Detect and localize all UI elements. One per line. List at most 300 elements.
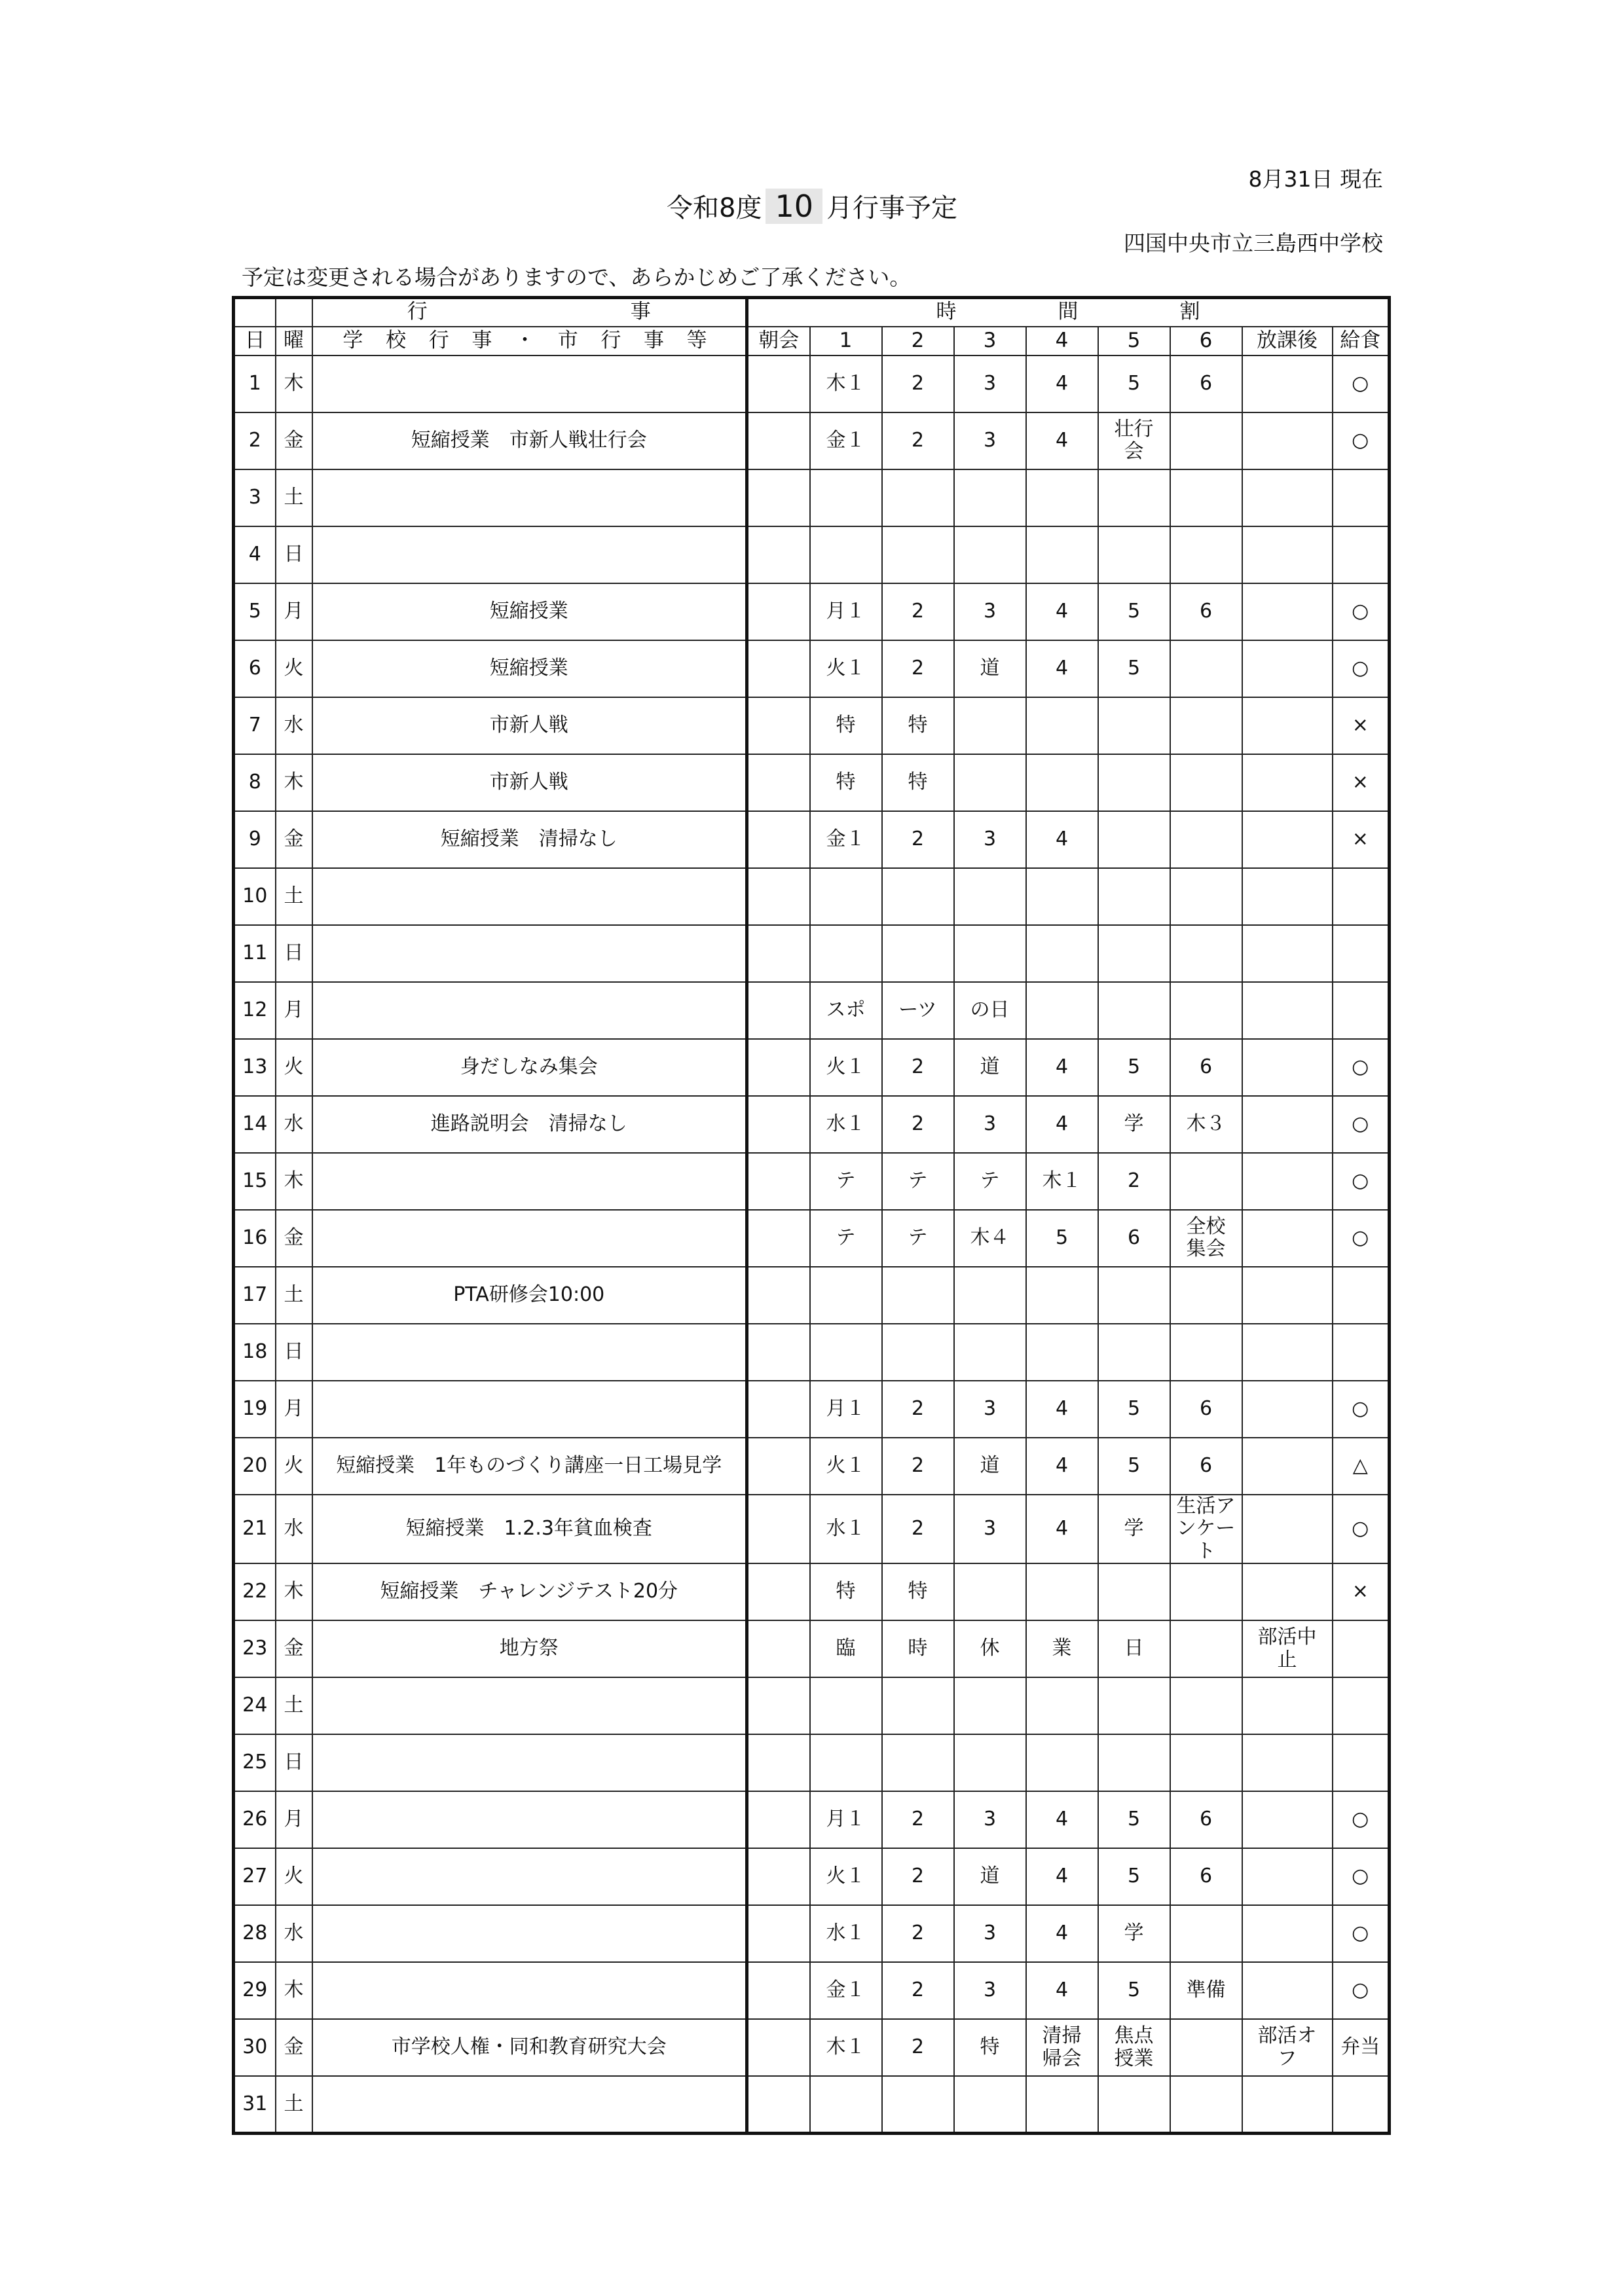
weekday-cell: 土 (276, 868, 312, 925)
day-cell: 25 (234, 1734, 276, 1791)
period-6-cell (1170, 469, 1242, 526)
col-header-period-1: 1 (810, 327, 882, 355)
after-school-cell (1242, 1791, 1333, 1848)
after-school-cell (1242, 2076, 1333, 2133)
period-3-cell (954, 925, 1026, 982)
period-1-cell: テ (810, 1210, 882, 1267)
period-2-cell: 特 (882, 754, 954, 811)
period-4-cell: 4 (1026, 1962, 1098, 2019)
morning-assembly-cell (747, 1620, 810, 1677)
group-header-row (234, 298, 1390, 327)
morning-assembly-cell (747, 1495, 810, 1564)
day-cell: 27 (234, 1848, 276, 1905)
period-3-cell: 3 (954, 1096, 1026, 1153)
table-row (234, 1962, 1390, 2019)
period-1-cell: 木１ (810, 2019, 882, 2076)
after-school-cell (1242, 697, 1333, 754)
period-2-cell: 2 (882, 1495, 954, 1564)
weekday-cell: 火 (276, 1039, 312, 1096)
lunch-cell (1333, 1267, 1390, 1324)
morning-assembly-cell (747, 1438, 810, 1495)
col-header-period-3: 3 (954, 327, 1026, 355)
table-row (234, 868, 1390, 925)
period-6-cell (1170, 640, 1242, 697)
period-4-cell: 4 (1026, 1438, 1098, 1495)
table-row (234, 1905, 1390, 1962)
period-4-cell: 4 (1026, 1039, 1098, 1096)
day-cell: 13 (234, 1039, 276, 1096)
period-5-cell (1098, 1267, 1170, 1324)
period-6-cell (1170, 982, 1242, 1039)
period-2-cell: 2 (882, 1381, 954, 1438)
period-3-cell: 道 (954, 640, 1026, 697)
lunch-cell: △ (1333, 1438, 1390, 1495)
period-4-cell (1026, 925, 1098, 982)
period-2-cell: 2 (882, 2019, 954, 2076)
day-cell: 16 (234, 1210, 276, 1267)
table-row (234, 1791, 1390, 1848)
weekday-cell: 月 (276, 583, 312, 640)
col-header-period-5: 5 (1098, 327, 1170, 355)
table-row (234, 1495, 1390, 1564)
period-1-cell: スポ (810, 982, 882, 1039)
table-row (234, 697, 1390, 754)
lunch-cell: ○ (1333, 1848, 1390, 1905)
period-2-cell (882, 925, 954, 982)
event-cell (312, 1677, 747, 1734)
period-2-cell: 特 (882, 1563, 954, 1620)
period-1-cell: 金１ (810, 412, 882, 469)
after-school-cell (1242, 412, 1333, 469)
table-row (234, 1734, 1390, 1791)
period-1-cell: 特 (810, 1563, 882, 1620)
after-school-cell (1242, 1324, 1333, 1381)
weekday-cell: 月 (276, 1791, 312, 1848)
lunch-cell: ○ (1333, 1495, 1390, 1564)
period-5-cell: 5 (1098, 1962, 1170, 2019)
period-5-cell: 2 (1098, 1153, 1170, 1210)
period-5-cell: 壮行 会 (1098, 412, 1170, 469)
period-3-cell: 道 (954, 1438, 1026, 1495)
morning-assembly-cell (747, 1210, 810, 1267)
period-4-cell: 4 (1026, 583, 1098, 640)
lunch-cell: × (1333, 1563, 1390, 1620)
period-1-cell: 金１ (810, 811, 882, 868)
morning-assembly-cell (747, 1962, 810, 2019)
day-cell: 12 (234, 982, 276, 1039)
period-2-cell: 2 (882, 1905, 954, 1962)
after-school-cell (1242, 1210, 1333, 1267)
period-3-cell: 3 (954, 1791, 1026, 1848)
col-header-period-2: 2 (882, 327, 954, 355)
period-1-cell: 火１ (810, 1039, 882, 1096)
day-cell: 21 (234, 1495, 276, 1564)
morning-assembly-cell (747, 925, 810, 982)
col-header-after-school: 放課後 (1242, 327, 1333, 355)
period-4-cell: 4 (1026, 640, 1098, 697)
period-1-cell: 水１ (810, 1495, 882, 1564)
after-school-cell (1242, 754, 1333, 811)
period-3-cell (954, 1677, 1026, 1734)
period-6-cell: 準備 (1170, 1962, 1242, 2019)
day-cell: 4 (234, 526, 276, 583)
period-1-cell: 月１ (810, 583, 882, 640)
lunch-cell: × (1333, 811, 1390, 868)
day-cell: 17 (234, 1267, 276, 1324)
weekday-cell: 水 (276, 697, 312, 754)
table-row (234, 2019, 1390, 2076)
period-4-cell (1026, 1267, 1098, 1324)
weekday-cell: 水 (276, 1495, 312, 1564)
event-cell (312, 1324, 747, 1381)
event-cell (312, 1962, 747, 2019)
after-school-cell (1242, 469, 1333, 526)
day-cell: 29 (234, 1962, 276, 2019)
period-5-cell: 学 (1098, 1096, 1170, 1153)
event-cell: 短縮授業 市新人戦壮行会 (312, 412, 747, 469)
period-6-cell (1170, 925, 1242, 982)
period-5-cell: 焦点 授業 (1098, 2019, 1170, 2076)
timetable-group-header: 時 間 割 (747, 298, 1390, 327)
morning-assembly-cell (747, 469, 810, 526)
page-title (0, 187, 1624, 225)
period-5-cell: 5 (1098, 1438, 1170, 1495)
morning-assembly-cell (747, 1734, 810, 1791)
table-row (234, 1620, 1390, 1677)
period-3-cell: 3 (954, 1495, 1026, 1564)
col-header-lunch: 給食 (1333, 327, 1390, 355)
period-6-cell (1170, 1153, 1242, 1210)
event-cell (312, 1153, 747, 1210)
period-5-cell (1098, 811, 1170, 868)
morning-assembly-cell (747, 640, 810, 697)
period-2-cell (882, 868, 954, 925)
lunch-cell: ○ (1333, 1153, 1390, 1210)
period-6-cell: 生活ア ンケー ト (1170, 1495, 1242, 1564)
table-row (234, 811, 1390, 868)
event-cell (312, 982, 747, 1039)
weekday-cell: 日 (276, 1734, 312, 1791)
day-cell: 23 (234, 1620, 276, 1677)
weekday-cell: 日 (276, 925, 312, 982)
weekday-cell: 木 (276, 1962, 312, 2019)
lunch-cell: ○ (1333, 355, 1390, 412)
lunch-cell: ○ (1333, 1381, 1390, 1438)
period-1-cell (810, 1267, 882, 1324)
period-6-cell: 全校 集会 (1170, 1210, 1242, 1267)
period-1-cell: 特 (810, 754, 882, 811)
period-2-cell: 2 (882, 355, 954, 412)
after-school-cell (1242, 355, 1333, 412)
title-suffix: 月行事予定 (826, 193, 957, 223)
weekday-cell: 土 (276, 469, 312, 526)
period-5-cell (1098, 469, 1170, 526)
event-cell (312, 355, 747, 412)
lunch-cell (1333, 982, 1390, 1039)
period-2-cell: 2 (882, 412, 954, 469)
col-header-morning: 朝会 (747, 327, 810, 355)
period-1-cell: 臨 (810, 1620, 882, 1677)
day-cell: 24 (234, 1677, 276, 1734)
period-5-cell (1098, 526, 1170, 583)
period-3-cell: 3 (954, 412, 1026, 469)
event-cell: 市新人戦 (312, 697, 747, 754)
period-3-cell (954, 754, 1026, 811)
table-row (234, 469, 1390, 526)
period-4-cell (1026, 1563, 1098, 1620)
period-5-cell: 学 (1098, 1495, 1170, 1564)
event-cell: 市学校人権・同和教育研究大会 (312, 2019, 747, 2076)
period-2-cell: テ (882, 1210, 954, 1267)
table-row (234, 1039, 1390, 1096)
period-1-cell: 金１ (810, 1962, 882, 2019)
after-school-cell: 部活中 止 (1242, 1620, 1333, 1677)
day-cell: 22 (234, 1563, 276, 1620)
morning-assembly-cell (747, 1267, 810, 1324)
period-2-cell: 2 (882, 1438, 954, 1495)
morning-assembly-cell (747, 982, 810, 1039)
period-1-cell: 木１ (810, 355, 882, 412)
period-4-cell: 4 (1026, 1495, 1098, 1564)
period-2-cell: 時 (882, 1620, 954, 1677)
period-3-cell (954, 2076, 1026, 2133)
period-4-cell (1026, 697, 1098, 754)
after-school-cell: 部活オ フ (1242, 2019, 1333, 2076)
lunch-cell (1333, 526, 1390, 583)
table-row (234, 2076, 1390, 2133)
period-5-cell: 5 (1098, 1848, 1170, 1905)
col-header-weekday: 曜 (276, 327, 312, 355)
period-6-cell (1170, 1734, 1242, 1791)
period-4-cell: 4 (1026, 412, 1098, 469)
lunch-cell: ○ (1333, 1210, 1390, 1267)
period-1-cell: 特 (810, 697, 882, 754)
period-6-cell: 6 (1170, 355, 1242, 412)
period-2-cell (882, 2076, 954, 2133)
table-row (234, 1153, 1390, 1210)
period-2-cell: ーツ (882, 982, 954, 1039)
lunch-cell: ○ (1333, 583, 1390, 640)
day-cell: 8 (234, 754, 276, 811)
period-1-cell: 火１ (810, 640, 882, 697)
column-header-row (234, 327, 1390, 355)
period-4-cell: 4 (1026, 1096, 1098, 1153)
table-row (234, 1096, 1390, 1153)
period-3-cell: 道 (954, 1039, 1026, 1096)
table-row (234, 925, 1390, 982)
after-school-cell (1242, 1677, 1333, 1734)
event-cell: 進路説明会 清掃なし (312, 1096, 747, 1153)
lunch-cell: × (1333, 697, 1390, 754)
lunch-cell (1333, 868, 1390, 925)
schedule-table (232, 296, 1391, 2135)
event-cell (312, 1905, 747, 1962)
period-2-cell: 2 (882, 1039, 954, 1096)
period-6-cell: 木３ (1170, 1096, 1242, 1153)
day-cell: 11 (234, 925, 276, 982)
period-2-cell (882, 1324, 954, 1381)
period-6-cell (1170, 811, 1242, 868)
period-6-cell: 6 (1170, 1039, 1242, 1096)
period-5-cell (1098, 697, 1170, 754)
period-5-cell (1098, 1734, 1170, 1791)
period-4-cell (1026, 982, 1098, 1039)
weekday-cell: 木 (276, 355, 312, 412)
event-cell: 短縮授業 (312, 583, 747, 640)
as-of-date: 8月31日 現在 (1248, 166, 1383, 192)
day-cell: 30 (234, 2019, 276, 2076)
morning-assembly-cell (747, 526, 810, 583)
day-cell: 19 (234, 1381, 276, 1438)
morning-assembly-cell (747, 811, 810, 868)
period-4-cell: 5 (1026, 1210, 1098, 1267)
period-5-cell: 5 (1098, 640, 1170, 697)
period-6-cell (1170, 868, 1242, 925)
period-5-cell: 5 (1098, 355, 1170, 412)
day-cell: 5 (234, 583, 276, 640)
period-1-cell (810, 868, 882, 925)
morning-assembly-cell (747, 412, 810, 469)
period-6-cell (1170, 1563, 1242, 1620)
event-cell (312, 1791, 747, 1848)
period-6-cell: 6 (1170, 1381, 1242, 1438)
day-cell: 26 (234, 1791, 276, 1848)
event-cell: 市新人戦 (312, 754, 747, 811)
period-4-cell: 4 (1026, 811, 1098, 868)
period-6-cell: 6 (1170, 1791, 1242, 1848)
period-6-cell (1170, 1677, 1242, 1734)
weekday-cell: 木 (276, 754, 312, 811)
period-6-cell (1170, 1324, 1242, 1381)
morning-assembly-cell (747, 1096, 810, 1153)
period-4-cell (1026, 1324, 1098, 1381)
day-cell: 14 (234, 1096, 276, 1153)
period-5-cell (1098, 1677, 1170, 1734)
event-cell: 短縮授業 1年ものづくり講座一日工場見学 (312, 1438, 747, 1495)
weekday-cell: 火 (276, 1848, 312, 1905)
period-6-cell (1170, 1905, 1242, 1962)
period-5-cell (1098, 868, 1170, 925)
weekday-cell: 金 (276, 2019, 312, 2076)
period-1-cell (810, 1324, 882, 1381)
period-3-cell: 3 (954, 1962, 1026, 2019)
period-3-cell: 3 (954, 355, 1026, 412)
period-1-cell: テ (810, 1153, 882, 1210)
period-6-cell: 6 (1170, 1438, 1242, 1495)
title-month: 10 (766, 189, 822, 224)
lunch-cell (1333, 1324, 1390, 1381)
event-cell: 短縮授業 清掃なし (312, 811, 747, 868)
col-header-period-4: 4 (1026, 327, 1098, 355)
weekday-cell: 火 (276, 640, 312, 697)
period-2-cell: 2 (882, 583, 954, 640)
morning-assembly-cell (747, 583, 810, 640)
period-1-cell: 水１ (810, 1096, 882, 1153)
lunch-cell: × (1333, 754, 1390, 811)
period-6-cell (1170, 526, 1242, 583)
period-1-cell: 月１ (810, 1381, 882, 1438)
event-cell (312, 925, 747, 982)
period-2-cell: 2 (882, 1962, 954, 2019)
table-row (234, 754, 1390, 811)
event-cell (312, 1848, 747, 1905)
period-3-cell: テ (954, 1153, 1026, 1210)
weekday-cell: 水 (276, 1905, 312, 1962)
after-school-cell (1242, 1039, 1333, 1096)
after-school-cell (1242, 583, 1333, 640)
weekday-cell: 月 (276, 1381, 312, 1438)
period-2-cell: 2 (882, 811, 954, 868)
period-6-cell (1170, 412, 1242, 469)
period-3-cell: 3 (954, 811, 1026, 868)
period-4-cell (1026, 868, 1098, 925)
after-school-cell (1242, 1962, 1333, 2019)
period-1-cell (810, 2076, 882, 2133)
period-5-cell (1098, 925, 1170, 982)
period-2-cell: 2 (882, 1096, 954, 1153)
weekday-cell: 土 (276, 1677, 312, 1734)
period-5-cell (1098, 982, 1170, 1039)
table-row (234, 640, 1390, 697)
after-school-cell (1242, 1096, 1333, 1153)
period-6-cell: 6 (1170, 1848, 1242, 1905)
period-3-cell (954, 1734, 1026, 1791)
lunch-cell (1333, 1677, 1390, 1734)
schedule-note: 予定は変更される場合がありますので、あらかじめご了承ください。 (242, 264, 912, 290)
after-school-cell (1242, 1267, 1333, 1324)
period-4-cell: 4 (1026, 1381, 1098, 1438)
day-cell: 6 (234, 640, 276, 697)
morning-assembly-cell (747, 1381, 810, 1438)
morning-assembly-cell (747, 2076, 810, 2133)
lunch-cell: ○ (1333, 1962, 1390, 2019)
period-5-cell: 5 (1098, 583, 1170, 640)
morning-assembly-cell (747, 1905, 810, 1962)
period-5-cell: 6 (1098, 1210, 1170, 1267)
blank-header-cell (234, 298, 276, 327)
event-cell: 短縮授業 (312, 640, 747, 697)
period-2-cell (882, 1734, 954, 1791)
period-4-cell (1026, 1734, 1098, 1791)
events-group-header: 行 事 (312, 298, 747, 327)
event-cell: 地方祭 (312, 1620, 747, 1677)
period-1-cell: 火１ (810, 1438, 882, 1495)
morning-assembly-cell (747, 697, 810, 754)
period-4-cell: 4 (1026, 1905, 1098, 1962)
day-cell: 28 (234, 1905, 276, 1962)
school-name: 四国中央市立三島西中学校 (1124, 230, 1383, 256)
period-1-cell (810, 925, 882, 982)
event-cell: 身だしなみ集会 (312, 1039, 747, 1096)
period-6-cell (1170, 2019, 1242, 2076)
morning-assembly-cell (747, 1848, 810, 1905)
morning-assembly-cell (747, 1677, 810, 1734)
after-school-cell (1242, 925, 1333, 982)
table-row (234, 1267, 1390, 1324)
period-3-cell (954, 697, 1026, 754)
period-3-cell: 3 (954, 1905, 1026, 1962)
event-cell: PTA研修会10:00 (312, 1267, 747, 1324)
period-4-cell (1026, 526, 1098, 583)
lunch-cell: ○ (1333, 412, 1390, 469)
period-3-cell (954, 868, 1026, 925)
lunch-cell (1333, 1620, 1390, 1677)
period-2-cell (882, 526, 954, 583)
weekday-cell: 火 (276, 1438, 312, 1495)
after-school-cell (1242, 1563, 1333, 1620)
weekday-cell: 月 (276, 982, 312, 1039)
period-3-cell (954, 1563, 1026, 1620)
